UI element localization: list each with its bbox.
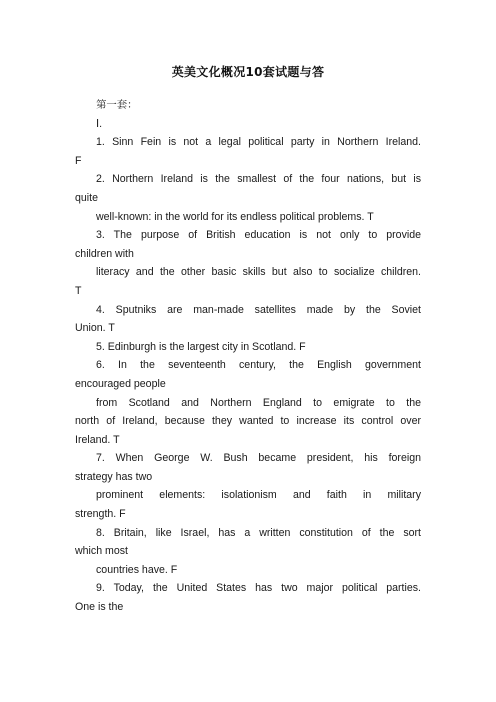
question-2-cont-2: well-known: in the world for its endless political problems. T: [96, 210, 374, 223]
question-9: 9. Today, the United States has two major political parties.: [96, 582, 421, 595]
question-6-answer: Ireland. T: [75, 433, 120, 446]
question-6-cont-2: from Scotland and Northern England to emigrate to the: [96, 396, 421, 409]
question-6-cont-3: north of Ireland, because they wanted to increase its control over: [75, 415, 421, 428]
question-6: 6. In the seventeenth century, the English government: [96, 359, 421, 372]
question-4-cont: Union. T: [75, 322, 115, 335]
question-8-cont: which most: [75, 545, 128, 558]
question-7-answer: strength. F: [75, 508, 126, 521]
question-6-cont: encouraged people: [75, 377, 166, 390]
question-3-cont: children with: [75, 247, 134, 260]
question-1-answer: F: [75, 154, 82, 167]
question-2: 2. Northern Ireland is the smallest of the four nations, but is: [96, 173, 421, 186]
question-9-cont: One is the: [75, 601, 124, 614]
question-4: 4. Sputniks are man-made satellites made by the Soviet: [96, 303, 421, 316]
question-3: 3. The purpose of British education is not only to provide: [96, 229, 421, 242]
question-8: 8. Britain, like Israel, has a written constitution of the sort: [96, 526, 421, 539]
question-8-answer: countries have. F: [96, 563, 178, 576]
section-heading: 第一套：: [96, 99, 138, 111]
document-body: [75, 96, 421, 617]
question-7: 7. When George W. Bush became president, his foreign: [96, 452, 421, 465]
part-heading: Ⅰ.: [96, 117, 103, 130]
question-1: 1. Sinn Fein is not a legal political party in Northern Ireland.: [96, 136, 421, 149]
question-7-cont-2: prominent elements: isolationism and faith in military: [96, 489, 421, 502]
question-3-cont-2: literacy and the other basic skills but also to socialize children.: [96, 266, 421, 279]
question-2-cont: quite: [75, 191, 98, 204]
question-5: 5. Edinburgh is the largest city in Scotland. F: [96, 340, 306, 353]
document-title: 英美文化概况10套试题与答: [171, 65, 325, 79]
question-3-answer: T: [75, 284, 82, 297]
question-7-cont: strategy has two: [75, 470, 153, 483]
